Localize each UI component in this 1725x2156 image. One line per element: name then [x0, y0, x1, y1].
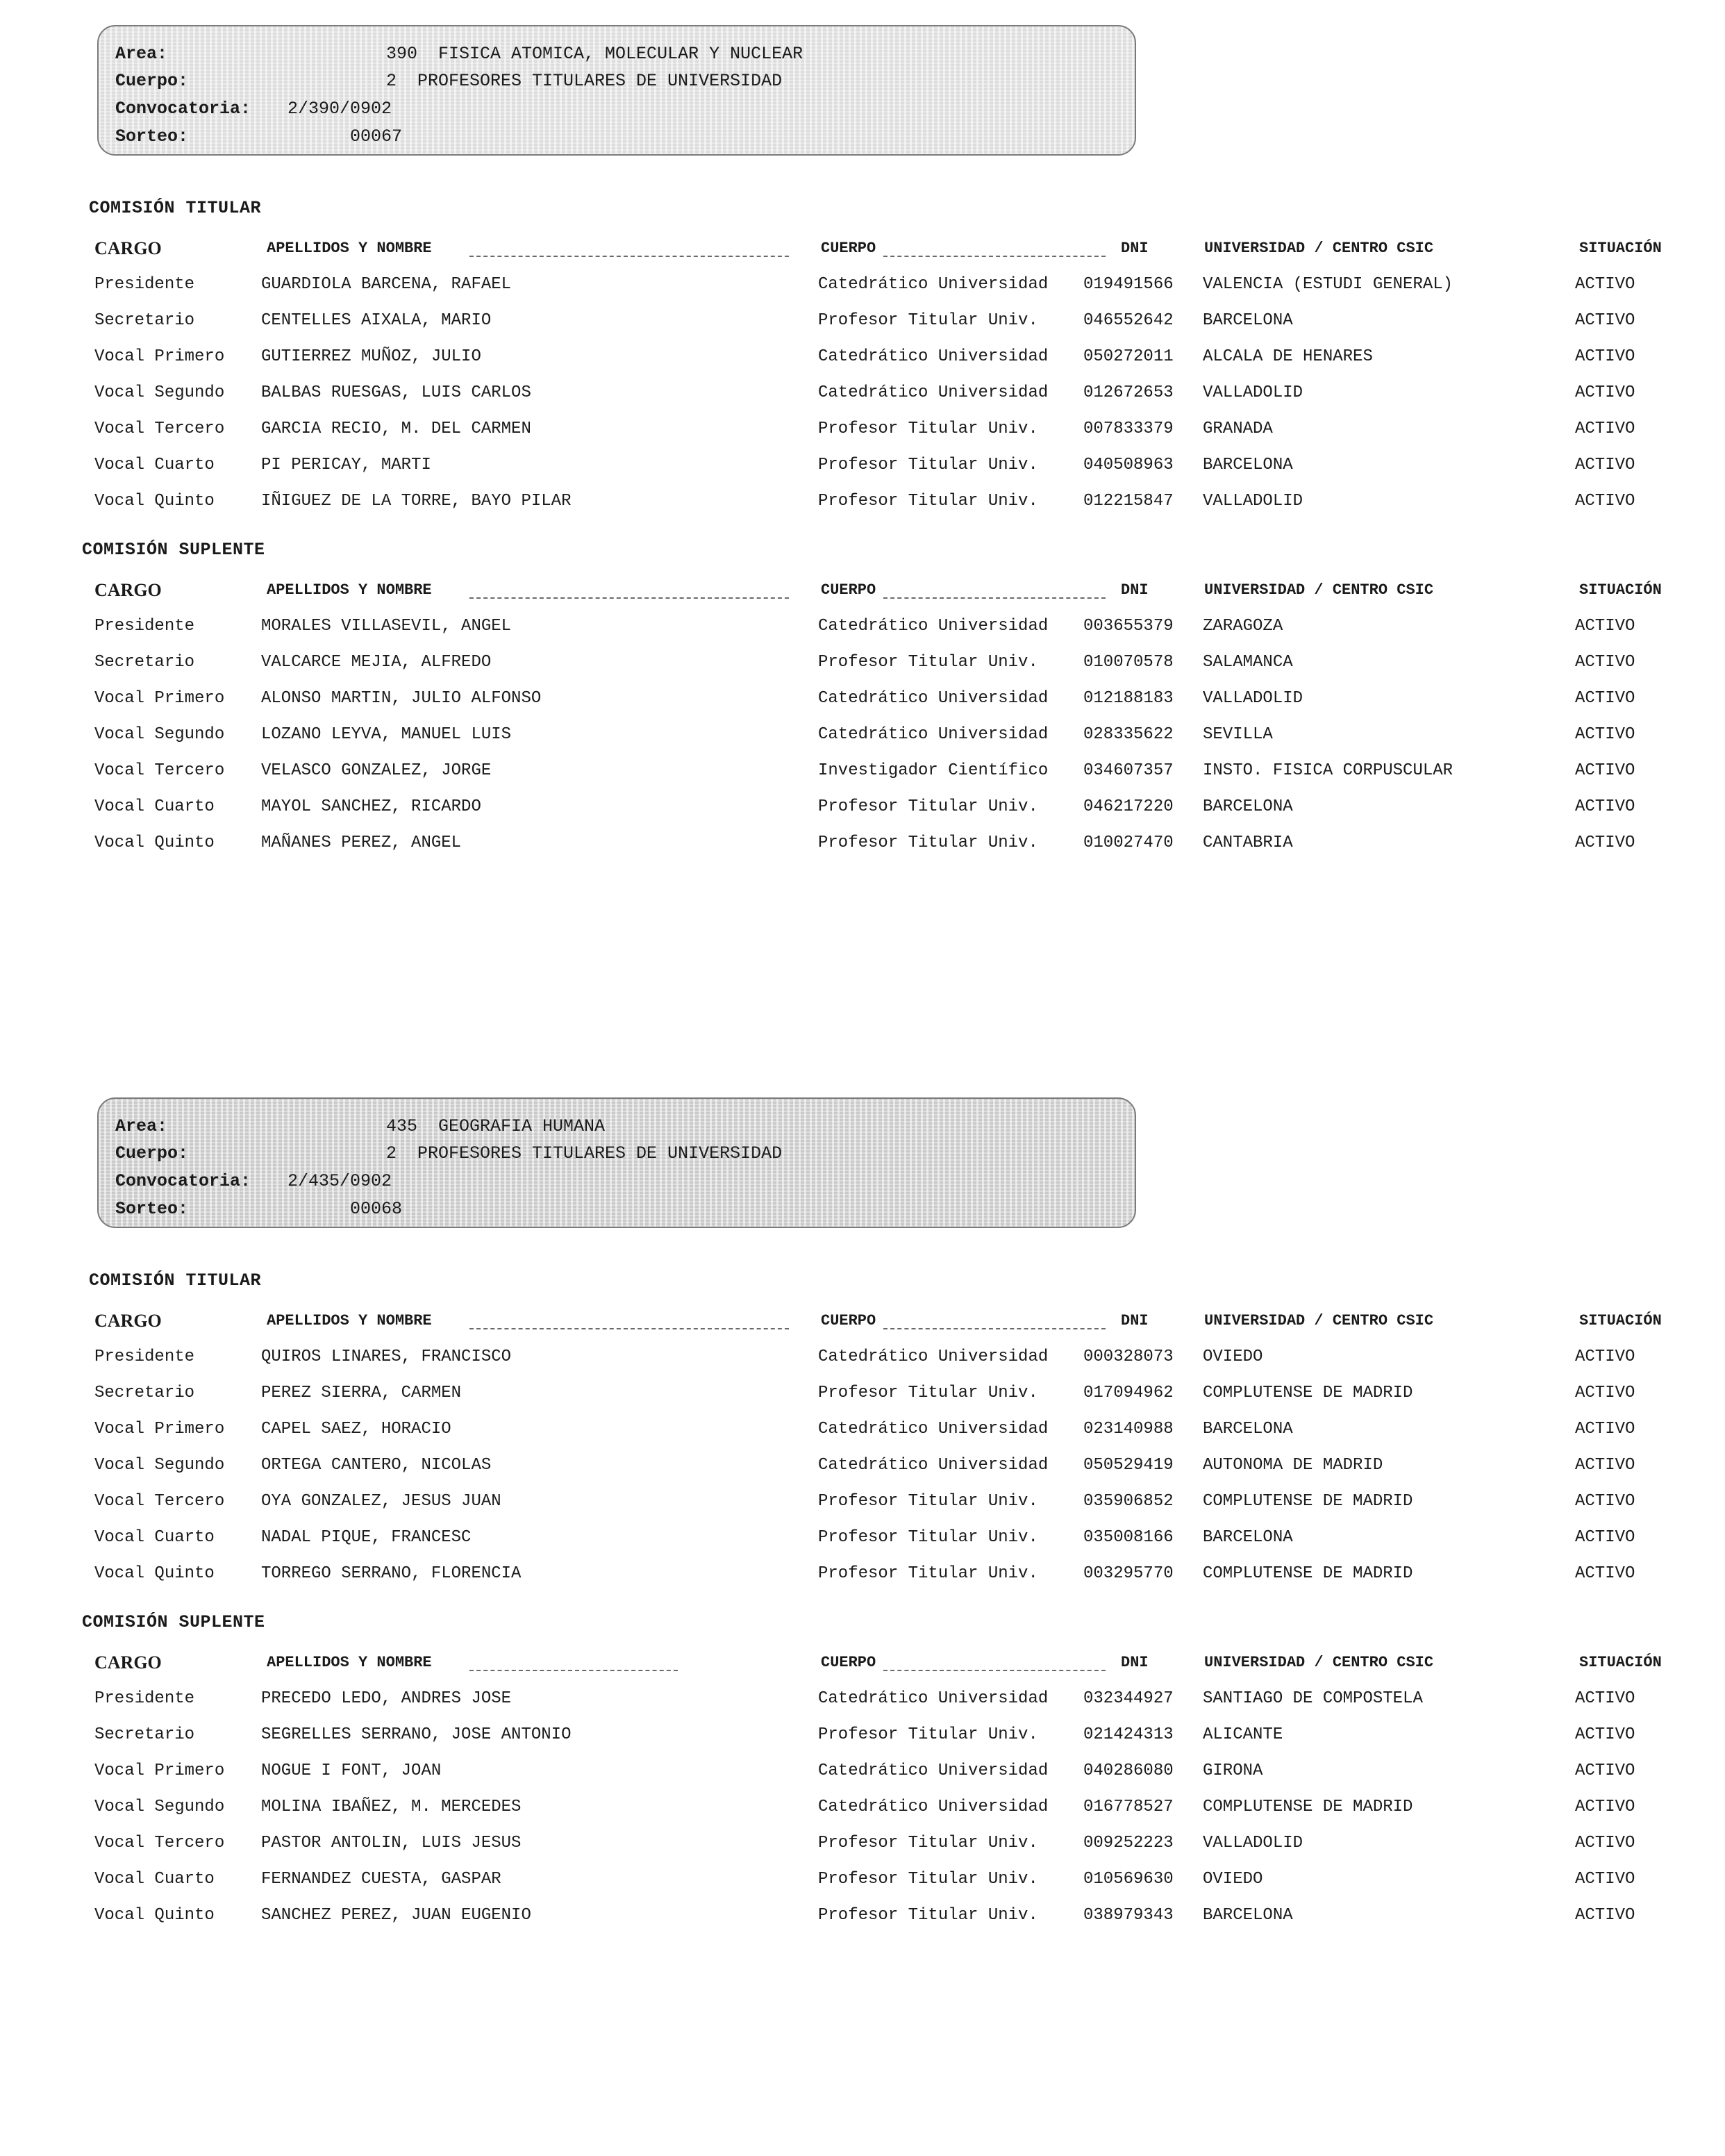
convocatoria-row: [115, 1168, 392, 1195]
cell-dni: 009252223: [1083, 1834, 1174, 1852]
cell-nombre: CAPEL SAEZ, HORACIO: [261, 1420, 451, 1438]
cell-situacion: ACTIVO: [1575, 311, 1635, 330]
cell-cargo: Vocal Segundo: [94, 383, 225, 402]
cell-dni: 038979343: [1083, 1906, 1174, 1925]
table-row: [0, 375, 1725, 411]
cell-cuerpo: Profesor Titular Univ.: [818, 797, 1038, 816]
table-row: [0, 608, 1725, 645]
table-row: [0, 447, 1725, 483]
table-row: [0, 1898, 1725, 1934]
col-dni: DNI: [1121, 1654, 1149, 1671]
cell-dni: 046217220: [1083, 797, 1174, 816]
cell-situacion: ACTIVO: [1575, 1870, 1635, 1889]
cell-situacion: ACTIVO: [1575, 456, 1635, 474]
table-row: [0, 1411, 1725, 1448]
cell-dni: 034607357: [1083, 761, 1174, 780]
cell-cuerpo: Profesor Titular Univ.: [818, 456, 1038, 474]
cell-cargo: Secretario: [94, 1725, 195, 1744]
cell-nombre: GUTIERREZ MUÑOZ, JULIO: [261, 347, 481, 366]
table-row: [0, 1789, 1725, 1825]
cell-situacion: ACTIVO: [1575, 1528, 1635, 1547]
cell-cuerpo: Profesor Titular Univ.: [818, 492, 1038, 511]
cell-cuerpo: Catedrático Universidad: [818, 1798, 1049, 1816]
cell-dni: 012215847: [1083, 492, 1174, 511]
cell-universidad: VALLADOLID: [1203, 1834, 1303, 1852]
cell-nombre: SEGRELLES SERRANO, JOSE ANTONIO: [261, 1725, 572, 1744]
cell-dni: 035906852: [1083, 1492, 1174, 1511]
cell-cuerpo: Profesor Titular Univ.: [818, 1528, 1038, 1547]
col-universidad: UNIVERSIDAD / CENTRO CSIC: [1204, 1312, 1434, 1329]
cell-cargo: Presidente: [94, 275, 195, 294]
section-title-suplente: COMISIÓN SUPLENTE: [82, 540, 265, 560]
convocatoria-value: 2/390/0902: [288, 99, 392, 119]
cell-situacion: ACTIVO: [1575, 834, 1635, 852]
cell-situacion: ACTIVO: [1575, 1725, 1635, 1744]
cell-nombre: MAYOL SANCHEZ, RICARDO: [261, 797, 481, 816]
table-row: [0, 753, 1725, 789]
table-row: [0, 645, 1725, 681]
cell-universidad: SALAMANCA: [1203, 653, 1293, 672]
dashed-rule: [469, 1670, 678, 1671]
cell-situacion: ACTIVO: [1575, 1689, 1635, 1708]
sorteo-row: [115, 124, 403, 150]
cell-universidad: BARCELONA: [1203, 797, 1293, 816]
cell-cargo: Vocal Quinto: [94, 1906, 215, 1925]
sorteo-value: 00068: [350, 1199, 403, 1219]
cell-dni: 000328073: [1083, 1348, 1174, 1366]
col-cuerpo: CUERPO: [821, 240, 876, 257]
table-row: [0, 1556, 1725, 1592]
table-row: [0, 1861, 1725, 1898]
cell-situacion: ACTIVO: [1575, 797, 1635, 816]
cell-cuerpo: Profesor Titular Univ.: [818, 420, 1038, 438]
cell-cuerpo: Profesor Titular Univ.: [818, 1906, 1038, 1925]
col-apellidos-nombre: APELLIDOS Y NOMBRE: [267, 581, 432, 599]
section-title-titular: COMISIÓN TITULAR: [89, 1270, 262, 1291]
cell-situacion: ACTIVO: [1575, 420, 1635, 438]
cell-universidad: ALCALA DE HENARES: [1203, 347, 1373, 366]
cell-dni: 003295770: [1083, 1564, 1174, 1583]
cell-situacion: ACTIVO: [1575, 653, 1635, 672]
area-label: Area:: [115, 1116, 168, 1136]
cell-universidad: BARCELONA: [1203, 311, 1293, 330]
table-row: [0, 1339, 1725, 1375]
cell-dni: 017094962: [1083, 1384, 1174, 1402]
sorteo-value: 00067: [350, 126, 403, 147]
table-row: [0, 1825, 1725, 1861]
cell-cargo: Vocal Quinto: [94, 492, 215, 511]
col-dni: DNI: [1121, 240, 1149, 257]
table-row: [0, 303, 1725, 339]
table-row: [0, 339, 1725, 375]
cell-nombre: PASTOR ANTOLIN, LUIS JESUS: [261, 1834, 522, 1852]
cell-dni: 010027470: [1083, 834, 1174, 852]
cell-dni: 007833379: [1083, 420, 1174, 438]
dashed-rule: [883, 256, 1106, 257]
cell-universidad: COMPLUTENSE DE MADRID: [1203, 1384, 1413, 1402]
cuerpo-row: [115, 68, 783, 94]
cell-cargo: Presidente: [94, 1348, 195, 1366]
cell-cuerpo: Catedrático Universidad: [818, 1689, 1049, 1708]
cell-nombre: MOLINA IBAÑEZ, M. MERCEDES: [261, 1798, 522, 1816]
cell-cargo: Vocal Cuarto: [94, 456, 215, 474]
cell-cargo: Vocal Segundo: [94, 1456, 225, 1475]
cell-situacion: ACTIVO: [1575, 1906, 1635, 1925]
cell-situacion: ACTIVO: [1575, 383, 1635, 402]
table-row: [0, 1375, 1725, 1411]
cell-dni: 019491566: [1083, 275, 1174, 294]
dashed-rule: [469, 256, 789, 257]
cell-cargo: Vocal Primero: [94, 1420, 225, 1438]
sorteo-label: Sorteo:: [115, 1199, 189, 1219]
cell-situacion: ACTIVO: [1575, 617, 1635, 636]
col-cargo: CARGO: [94, 580, 162, 600]
cell-universidad: BARCELONA: [1203, 1906, 1293, 1925]
sorteo-label: Sorteo:: [115, 126, 189, 147]
cell-universidad: GIRONA: [1203, 1761, 1263, 1780]
cell-dni: 021424313: [1083, 1725, 1174, 1744]
cell-cargo: Presidente: [94, 617, 195, 636]
cell-situacion: ACTIVO: [1575, 1761, 1635, 1780]
cell-cuerpo: Catedrático Universidad: [818, 383, 1049, 402]
cell-universidad: OVIEDO: [1203, 1870, 1263, 1889]
cell-universidad: BARCELONA: [1203, 1528, 1293, 1547]
cuerpo-value: 2 PROFESORES TITULARES DE UNIVERSIDAD: [386, 1143, 783, 1163]
cell-cuerpo: Investigador Científico: [818, 761, 1049, 780]
cell-cuerpo: Profesor Titular Univ.: [818, 1870, 1038, 1889]
cell-universidad: COMPLUTENSE DE MADRID: [1203, 1798, 1413, 1816]
cell-cuerpo: Catedrático Universidad: [818, 725, 1049, 744]
cell-cargo: Vocal Quinto: [94, 834, 215, 852]
cell-cuerpo: Catedrático Universidad: [818, 347, 1049, 366]
table-row: [0, 1520, 1725, 1556]
cell-cuerpo: Profesor Titular Univ.: [818, 1725, 1038, 1744]
cell-nombre: QUIROS LINARES, FRANCISCO: [261, 1348, 512, 1366]
cuerpo-value: 2 PROFESORES TITULARES DE UNIVERSIDAD: [386, 71, 783, 91]
cell-situacion: ACTIVO: [1575, 1456, 1635, 1475]
cell-nombre: GUARDIOLA BARCENA, RAFAEL: [261, 275, 512, 294]
col-apellidos-nombre: APELLIDOS Y NOMBRE: [267, 1312, 432, 1329]
convocatoria-header-box: [97, 25, 1136, 156]
cell-nombre: BALBAS RUESGAS, LUIS CARLOS: [261, 383, 531, 402]
convocatoria-label: Convocatoria:: [115, 99, 251, 119]
cell-universidad: COMPLUTENSE DE MADRID: [1203, 1492, 1413, 1511]
cell-nombre: VALCARCE MEJIA, ALFREDO: [261, 653, 492, 672]
col-situacion: SITUACIÓN: [1579, 1654, 1662, 1671]
cell-cuerpo: Profesor Titular Univ.: [818, 1564, 1038, 1583]
cell-dni: 010070578: [1083, 653, 1174, 672]
cell-cuerpo: Profesor Titular Univ.: [818, 1834, 1038, 1852]
cell-situacion: ACTIVO: [1575, 1564, 1635, 1583]
cell-universidad: VALENCIA (ESTUDI GENERAL): [1203, 275, 1453, 294]
cell-universidad: BARCELONA: [1203, 1420, 1293, 1438]
cell-cargo: Vocal Cuarto: [94, 797, 215, 816]
cell-universidad: CANTABRIA: [1203, 834, 1293, 852]
cell-dni: 012188183: [1083, 689, 1174, 708]
col-apellidos-nombre: APELLIDOS Y NOMBRE: [267, 1654, 432, 1671]
cell-cuerpo: Profesor Titular Univ.: [818, 1492, 1038, 1511]
cell-dni: 040286080: [1083, 1761, 1174, 1780]
cell-situacion: ACTIVO: [1575, 492, 1635, 511]
table-row: [0, 1681, 1725, 1717]
table-row: [0, 717, 1725, 753]
col-cargo: CARGO: [94, 1652, 162, 1673]
cell-cargo: Vocal Tercero: [94, 761, 225, 780]
cell-nombre: TORREGO SERRANO, FLORENCIA: [261, 1564, 522, 1583]
cell-nombre: IÑIGUEZ DE LA TORRE, BAYO PILAR: [261, 492, 572, 511]
cell-dni: 012672653: [1083, 383, 1174, 402]
cell-nombre: VELASCO GONZALEZ, JORGE: [261, 761, 492, 780]
col-cuerpo: CUERPO: [821, 1312, 876, 1329]
cell-dni: 050272011: [1083, 347, 1174, 366]
convocatoria-value: 2/435/0902: [288, 1171, 392, 1191]
cell-dni: 023140988: [1083, 1420, 1174, 1438]
cell-nombre: ORTEGA CANTERO, NICOLAS: [261, 1456, 492, 1475]
cell-universidad: AUTONOMA DE MADRID: [1203, 1456, 1383, 1475]
cell-cargo: Vocal Tercero: [94, 1492, 225, 1511]
cell-nombre: NOGUE I FONT, JOAN: [261, 1761, 442, 1780]
cell-nombre: CENTELLES AIXALA, MARIO: [261, 311, 492, 330]
col-apellidos-nombre: APELLIDOS Y NOMBRE: [267, 240, 432, 257]
cell-cuerpo: Catedrático Universidad: [818, 617, 1049, 636]
convocatoria-header-box: [97, 1097, 1136, 1228]
cell-nombre: LOZANO LEYVA, MANUEL LUIS: [261, 725, 512, 744]
dashed-rule: [469, 1328, 789, 1329]
convocatoria-block: [0, 1072, 1725, 2156]
cell-cargo: Vocal Cuarto: [94, 1528, 215, 1547]
table-row: [0, 1484, 1725, 1520]
cell-cargo: Vocal Primero: [94, 1761, 225, 1780]
cell-cargo: Secretario: [94, 653, 195, 672]
dashed-rule: [883, 597, 1106, 599]
cell-nombre: OYA GONZALEZ, JESUS JUAN: [261, 1492, 501, 1511]
cell-dni: 040508963: [1083, 456, 1174, 474]
col-cargo: CARGO: [94, 238, 162, 258]
area-value: 390 FISICA ATOMICA, MOLECULAR Y NUCLEAR: [386, 44, 803, 64]
cell-universidad: VALLADOLID: [1203, 689, 1303, 708]
cell-cargo: Vocal Primero: [94, 689, 225, 708]
table-row: [0, 825, 1725, 861]
cell-dni: 050529419: [1083, 1456, 1174, 1475]
cell-cuerpo: Catedrático Universidad: [818, 1348, 1049, 1366]
cell-universidad: SEVILLA: [1203, 725, 1273, 744]
cell-situacion: ACTIVO: [1575, 1834, 1635, 1852]
col-universidad: UNIVERSIDAD / CENTRO CSIC: [1204, 1654, 1434, 1671]
cell-situacion: ACTIVO: [1575, 1492, 1635, 1511]
cell-situacion: ACTIVO: [1575, 1420, 1635, 1438]
table-row: [0, 1717, 1725, 1753]
cell-cargo: Presidente: [94, 1689, 195, 1708]
cell-cuerpo: Catedrático Universidad: [818, 1420, 1049, 1438]
area-label: Area:: [115, 44, 168, 64]
table-row: [0, 411, 1725, 447]
col-dni: DNI: [1121, 581, 1149, 599]
table-row: [0, 1753, 1725, 1789]
cell-situacion: ACTIVO: [1575, 1348, 1635, 1366]
cell-universidad: SANTIAGO DE COMPOSTELA: [1203, 1689, 1423, 1708]
area-row: [115, 41, 803, 67]
area-value: 435 GEOGRAFIA HUMANA: [386, 1116, 606, 1136]
cell-nombre: SANCHEZ PEREZ, JUAN EUGENIO: [261, 1906, 531, 1925]
convocatoria-row: [115, 96, 392, 122]
cell-cargo: Vocal Tercero: [94, 1834, 225, 1852]
cell-nombre: PI PERICAY, MARTI: [261, 456, 431, 474]
cell-nombre: PRECEDO LEDO, ANDRES JOSE: [261, 1689, 512, 1708]
cell-situacion: ACTIVO: [1575, 1798, 1635, 1816]
col-cuerpo: CUERPO: [821, 1654, 876, 1671]
dashed-rule: [469, 597, 789, 599]
cell-cargo: Vocal Cuarto: [94, 1870, 215, 1889]
cell-universidad: OVIEDO: [1203, 1348, 1263, 1366]
col-situacion: SITUACIÓN: [1579, 581, 1662, 599]
dashed-rule: [883, 1328, 1106, 1329]
cell-cuerpo: Catedrático Universidad: [818, 1761, 1049, 1780]
cell-universidad: VALLADOLID: [1203, 492, 1303, 511]
table-row: [0, 483, 1725, 520]
col-situacion: SITUACIÓN: [1579, 240, 1662, 257]
cuerpo-label: Cuerpo:: [115, 71, 189, 91]
cell-situacion: ACTIVO: [1575, 1384, 1635, 1402]
dashed-rule: [883, 1670, 1106, 1671]
convocatoria-label: Convocatoria:: [115, 1171, 251, 1191]
cell-situacion: ACTIVO: [1575, 725, 1635, 744]
cell-cuerpo: Profesor Titular Univ.: [818, 834, 1038, 852]
cell-nombre: FERNANDEZ CUESTA, GASPAR: [261, 1870, 501, 1889]
col-universidad: UNIVERSIDAD / CENTRO CSIC: [1204, 240, 1434, 257]
cuerpo-label: Cuerpo:: [115, 1143, 189, 1163]
cell-cuerpo: Catedrático Universidad: [818, 1456, 1049, 1475]
table-row: [0, 267, 1725, 303]
table-row: [0, 789, 1725, 825]
cell-cargo: Vocal Segundo: [94, 725, 225, 744]
cell-situacion: ACTIVO: [1575, 689, 1635, 708]
cell-nombre: PEREZ SIERRA, CARMEN: [261, 1384, 462, 1402]
cuerpo-row: [115, 1141, 783, 1167]
cell-situacion: ACTIVO: [1575, 761, 1635, 780]
cell-universidad: ZARAGOZA: [1203, 617, 1283, 636]
col-situacion: SITUACIÓN: [1579, 1312, 1662, 1329]
cell-universidad: VALLADOLID: [1203, 383, 1303, 402]
cell-cargo: Vocal Primero: [94, 347, 225, 366]
cell-cuerpo: Profesor Titular Univ.: [818, 311, 1038, 330]
cell-dni: 035008166: [1083, 1528, 1174, 1547]
cell-cuerpo: Catedrático Universidad: [818, 689, 1049, 708]
cell-universidad: ALICANTE: [1203, 1725, 1283, 1744]
cell-dni: 028335622: [1083, 725, 1174, 744]
cell-universidad: COMPLUTENSE DE MADRID: [1203, 1564, 1413, 1583]
col-cuerpo: CUERPO: [821, 581, 876, 599]
cell-universidad: GRANADA: [1203, 420, 1273, 438]
cell-dni: 032344927: [1083, 1689, 1174, 1708]
section-title-suplente: COMISIÓN SUPLENTE: [82, 1612, 265, 1632]
cell-nombre: GARCIA RECIO, M. DEL CARMEN: [261, 420, 531, 438]
col-universidad: UNIVERSIDAD / CENTRO CSIC: [1204, 581, 1434, 599]
cell-cargo: Secretario: [94, 311, 195, 330]
section-title-titular: COMISIÓN TITULAR: [89, 198, 262, 218]
cell-situacion: ACTIVO: [1575, 347, 1635, 366]
col-dni: DNI: [1121, 1312, 1149, 1329]
cell-cuerpo: Catedrático Universidad: [818, 275, 1049, 294]
cell-dni: 016778527: [1083, 1798, 1174, 1816]
cell-nombre: MORALES VILLASEVIL, ANGEL: [261, 617, 512, 636]
cell-cargo: Secretario: [94, 1384, 195, 1402]
area-row: [115, 1113, 606, 1140]
cell-cargo: Vocal Tercero: [94, 420, 225, 438]
table-row: [0, 1448, 1725, 1484]
col-cargo: CARGO: [94, 1311, 162, 1331]
cell-cargo: Vocal Quinto: [94, 1564, 215, 1583]
cell-dni: 010569630: [1083, 1870, 1174, 1889]
cell-dni: 046552642: [1083, 311, 1174, 330]
cell-dni: 003655379: [1083, 617, 1174, 636]
cell-cuerpo: Profesor Titular Univ.: [818, 653, 1038, 672]
cell-nombre: MAÑANES PEREZ, ANGEL: [261, 834, 462, 852]
cell-cuerpo: Profesor Titular Univ.: [818, 1384, 1038, 1402]
cell-cargo: Vocal Segundo: [94, 1798, 225, 1816]
sorteo-row: [115, 1196, 403, 1222]
cell-situacion: ACTIVO: [1575, 275, 1635, 294]
cell-nombre: ALONSO MARTIN, JULIO ALFONSO: [261, 689, 542, 708]
table-row: [0, 681, 1725, 717]
cell-universidad: INSTO. FISICA CORPUSCULAR: [1203, 761, 1453, 780]
cell-nombre: NADAL PIQUE, FRANCESC: [261, 1528, 472, 1547]
cell-universidad: BARCELONA: [1203, 456, 1293, 474]
